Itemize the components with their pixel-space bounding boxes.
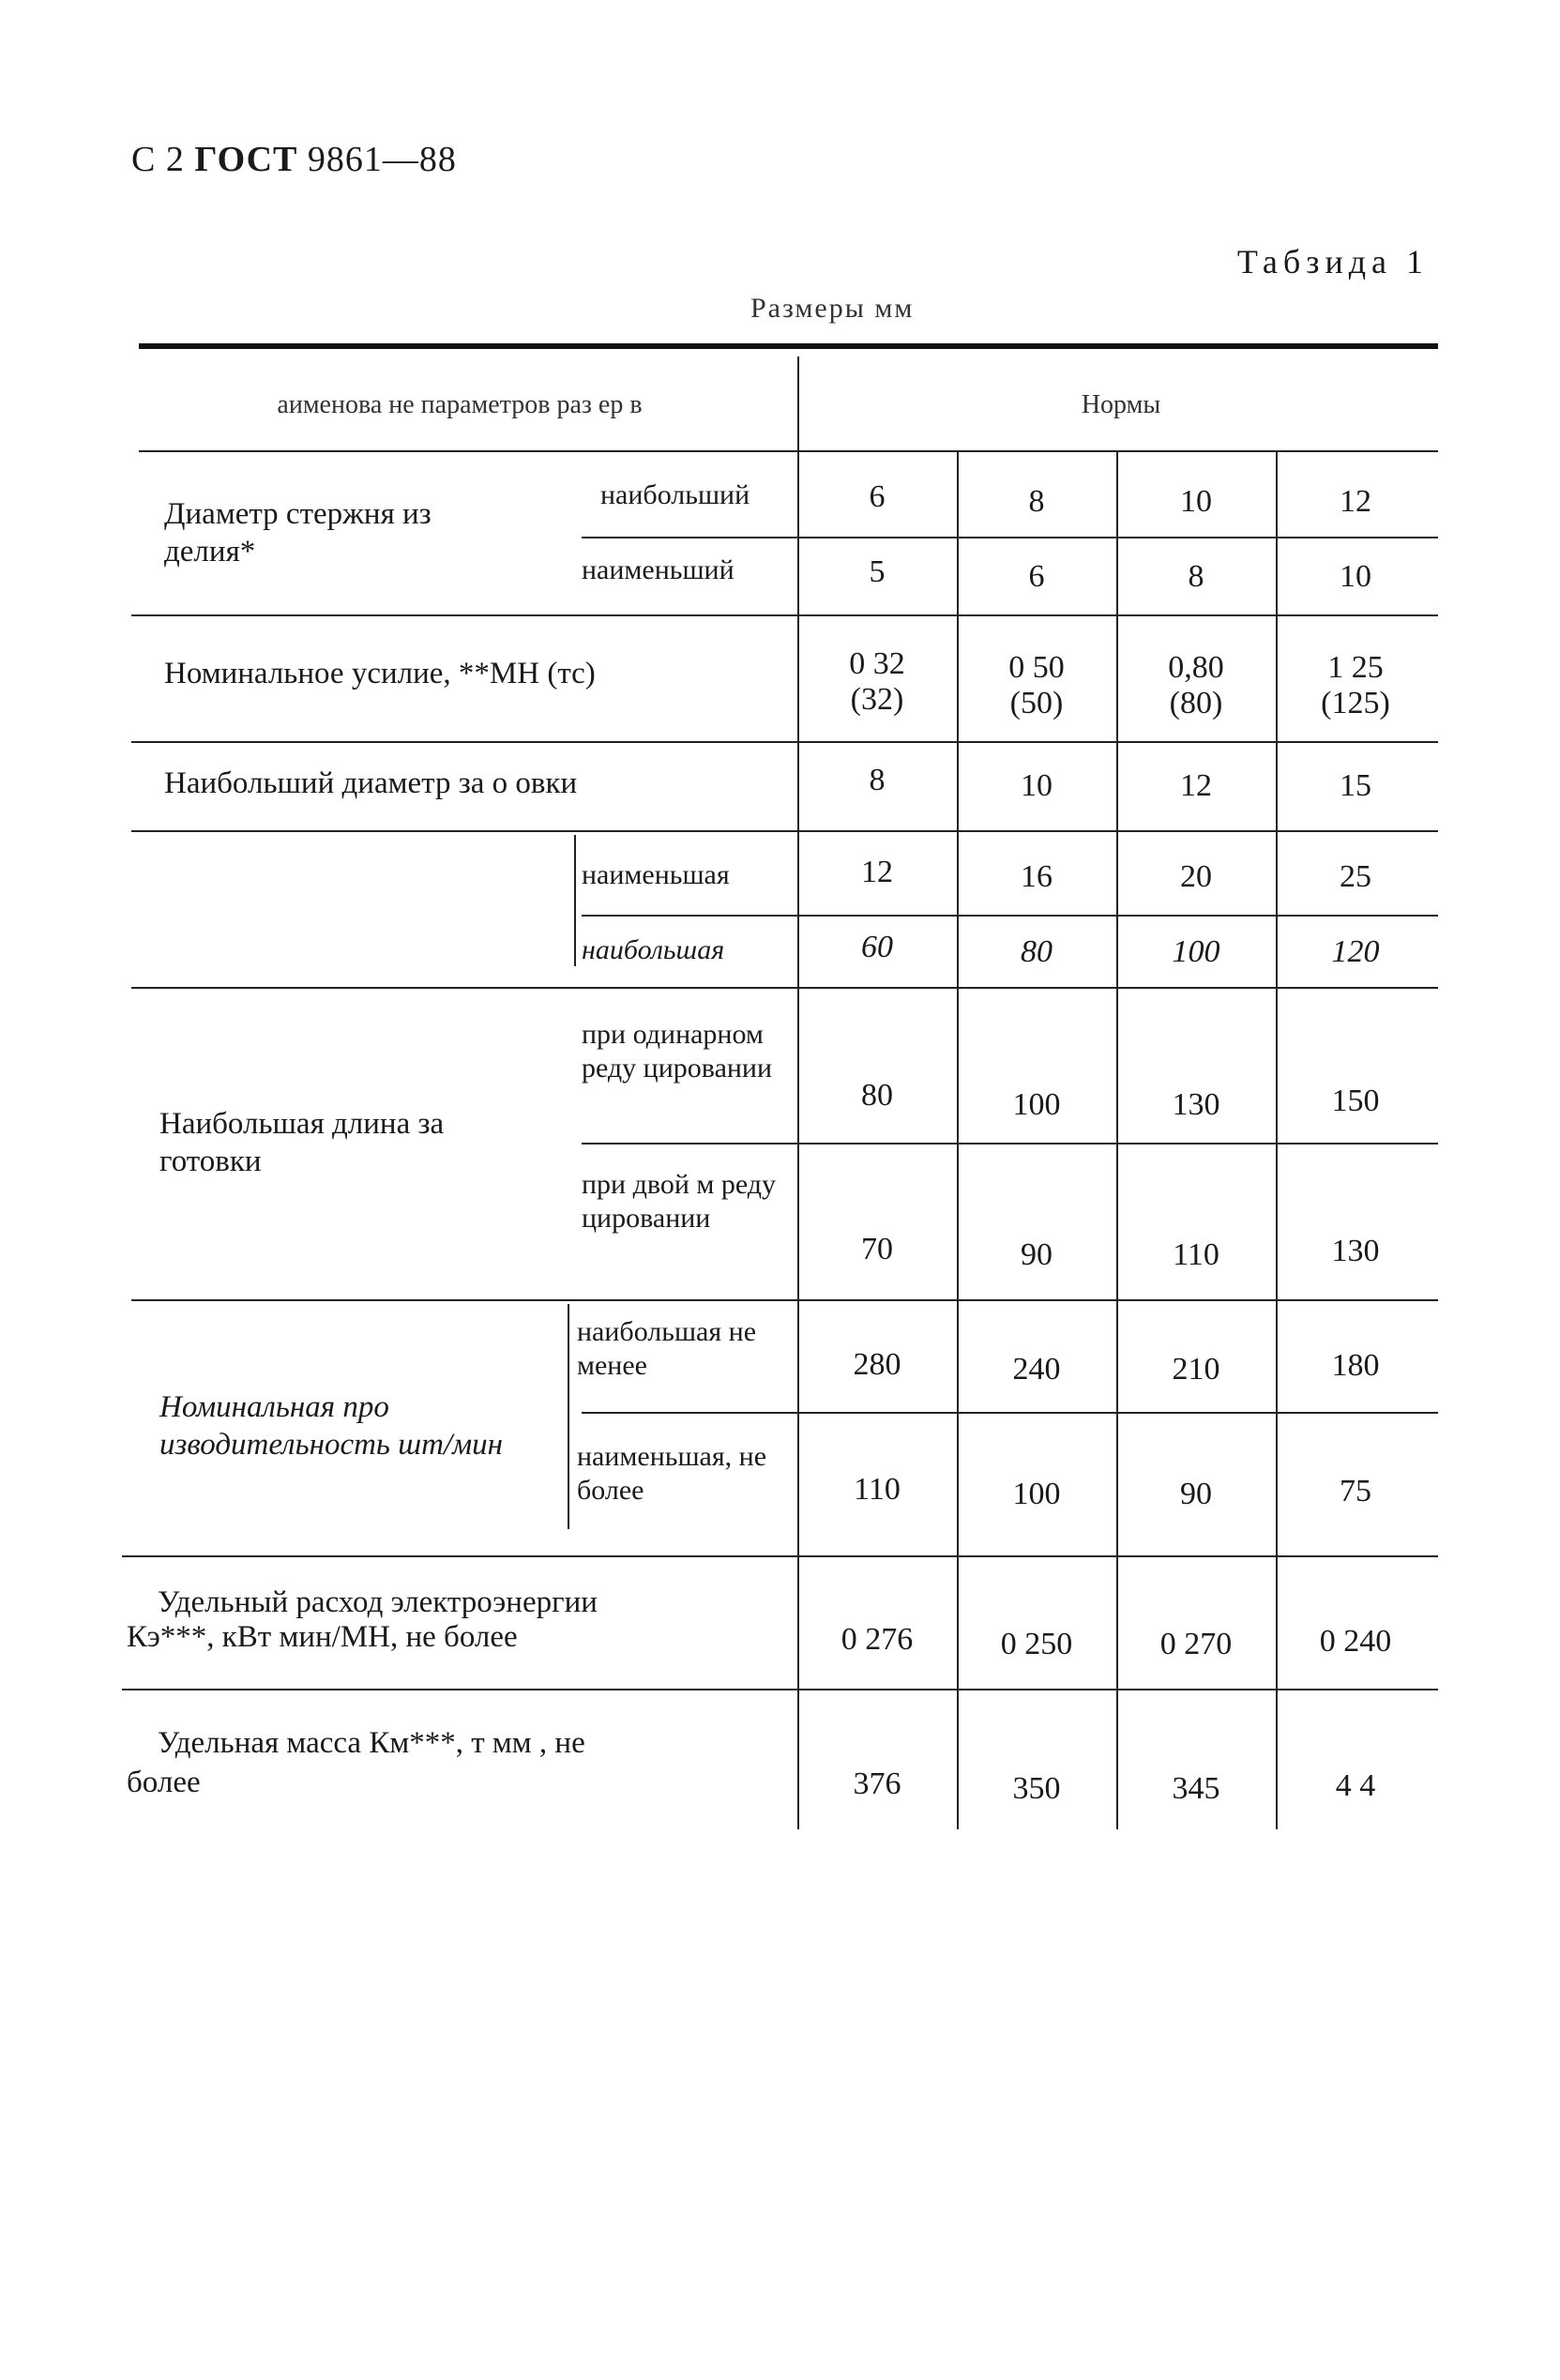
sub-prod-max: наибольшая не менее bbox=[577, 1316, 757, 1381]
lengthmax-4: 120 bbox=[1331, 934, 1380, 969]
label-mass-line1: Удельная масса Км***, т мм , не bbox=[158, 1726, 585, 1760]
prodmax-3: 210 bbox=[1172, 1352, 1220, 1387]
blankdia-3: 12 bbox=[1180, 768, 1212, 803]
lengthmax-1: 60 bbox=[861, 930, 893, 964]
norms-header: Нормы bbox=[1081, 390, 1161, 419]
prodmin-3: 90 bbox=[1180, 1477, 1212, 1511]
rule-energy-bottom bbox=[122, 1689, 1438, 1690]
label-energy-line2: Кэ***, кВт мин/МН, не более bbox=[127, 1620, 518, 1654]
energy-4: 0 240 bbox=[1319, 1624, 1392, 1659]
force-paren-2: (50) bbox=[1009, 686, 1064, 720]
rule-length-bottom bbox=[131, 987, 1438, 989]
force-paren-1: (32) bbox=[850, 682, 904, 717]
label-productivity: Номинальная про изводительность шт/мин bbox=[159, 1390, 504, 1462]
sub-double-reduction: при двой м реду цировании bbox=[582, 1169, 777, 1234]
units-caption: Размеры мм bbox=[750, 293, 915, 324]
double-3: 110 bbox=[1173, 1237, 1219, 1272]
vline-sub-length bbox=[574, 835, 576, 966]
prodmin-2: 100 bbox=[1012, 1477, 1061, 1511]
sub-rod-min: наименьший bbox=[582, 554, 735, 585]
label-nominal-force: Номинальное усилие, **МН (тс) bbox=[164, 657, 596, 690]
sub-length-max: наибольшая bbox=[582, 934, 725, 965]
double-2: 90 bbox=[1021, 1237, 1053, 1272]
force-paren-3: (80) bbox=[1169, 686, 1223, 720]
force-4: 1 25 bbox=[1327, 650, 1384, 685]
rod-max-1: 6 bbox=[869, 479, 886, 514]
rule-prod-bottom bbox=[122, 1555, 1438, 1557]
rod-min-4: 10 bbox=[1340, 559, 1371, 594]
energy-3: 0 270 bbox=[1159, 1627, 1233, 1661]
sub-single-reduction: при одинарном реду цировании bbox=[582, 1019, 773, 1084]
sub-length-min: наименьшая bbox=[582, 859, 730, 890]
standard-name: ГОСТ bbox=[194, 140, 298, 179]
label-rod-diameter: Диаметр стержня из делия* bbox=[164, 497, 432, 568]
mass-3: 345 bbox=[1172, 1771, 1220, 1806]
vline-sub-prod bbox=[568, 1304, 569, 1529]
single-1: 80 bbox=[861, 1078, 893, 1113]
prodmax-2: 240 bbox=[1012, 1352, 1061, 1387]
energy-1: 0 276 bbox=[841, 1622, 914, 1657]
rod-max-2: 8 bbox=[1028, 484, 1045, 519]
rod-min-2: 6 bbox=[1028, 559, 1045, 594]
rule-rod-mid bbox=[582, 537, 1438, 538]
label-blank-length: Наибольшая длина за готовки bbox=[159, 1107, 445, 1178]
label-energy-line1: Удельный расход электроэнергии bbox=[158, 1585, 598, 1619]
sub-rod-max: наибольший bbox=[600, 479, 750, 510]
rule-blankdia-bottom bbox=[131, 830, 1438, 832]
double-4: 130 bbox=[1331, 1234, 1380, 1268]
page-prefix: С 2 bbox=[131, 140, 185, 179]
single-4: 150 bbox=[1331, 1084, 1380, 1118]
lengthmin-4: 25 bbox=[1340, 859, 1371, 894]
sub-prod-min: наименьшая, не более bbox=[577, 1441, 767, 1506]
rule-length-mid bbox=[582, 915, 1438, 917]
blankdia-2: 10 bbox=[1021, 768, 1053, 803]
standard-number: 9861—88 bbox=[307, 140, 457, 179]
param-header: аименова не параметров раз ер в bbox=[277, 390, 643, 419]
mass-4: 4 4 bbox=[1335, 1768, 1376, 1803]
prodmax-4: 180 bbox=[1331, 1348, 1380, 1383]
page-header bbox=[131, 139, 457, 180]
label-blank-diameter: Наибольший диаметр за о овки bbox=[164, 766, 578, 800]
rule-prod-mid bbox=[582, 1412, 1438, 1414]
rule-rod-bottom bbox=[131, 614, 1438, 616]
blankdia-1: 8 bbox=[869, 763, 886, 797]
energy-2: 0 250 bbox=[1000, 1627, 1073, 1661]
rod-min-1: 5 bbox=[869, 554, 886, 589]
mass-2: 350 bbox=[1012, 1771, 1061, 1806]
force-2: 0 50 bbox=[1008, 650, 1065, 685]
rule-force-bottom bbox=[131, 741, 1438, 743]
prodmax-1: 280 bbox=[853, 1347, 901, 1382]
double-1: 70 bbox=[861, 1232, 893, 1266]
lengthmin-1: 12 bbox=[861, 855, 893, 889]
lengthmax-3: 100 bbox=[1172, 934, 1220, 969]
table-top-rule bbox=[139, 343, 1438, 349]
table-label: Табзида 1 bbox=[1236, 243, 1429, 280]
lengthmax-2: 80 bbox=[1021, 934, 1053, 969]
lengthmin-2: 16 bbox=[1021, 859, 1053, 894]
force-1: 0 32 bbox=[849, 646, 905, 681]
rod-max-3: 10 bbox=[1180, 484, 1212, 519]
mass-1: 376 bbox=[853, 1766, 901, 1801]
force-paren-4: (125) bbox=[1321, 686, 1390, 720]
rule-blanklength-mid bbox=[582, 1143, 1438, 1145]
header-rule bbox=[139, 450, 1438, 452]
prodmin-4: 75 bbox=[1340, 1474, 1371, 1508]
single-2: 100 bbox=[1012, 1087, 1061, 1122]
single-3: 130 bbox=[1172, 1087, 1220, 1122]
prodmin-1: 110 bbox=[854, 1472, 901, 1507]
label-mass-line2: более bbox=[127, 1766, 201, 1799]
rod-max-4: 12 bbox=[1340, 484, 1371, 519]
blankdia-4: 15 bbox=[1340, 768, 1371, 803]
rule-blanklength-bottom bbox=[131, 1299, 1438, 1301]
force-3: 0,80 bbox=[1168, 650, 1224, 685]
lengthmin-3: 20 bbox=[1180, 859, 1212, 894]
rod-min-3: 8 bbox=[1188, 559, 1204, 594]
